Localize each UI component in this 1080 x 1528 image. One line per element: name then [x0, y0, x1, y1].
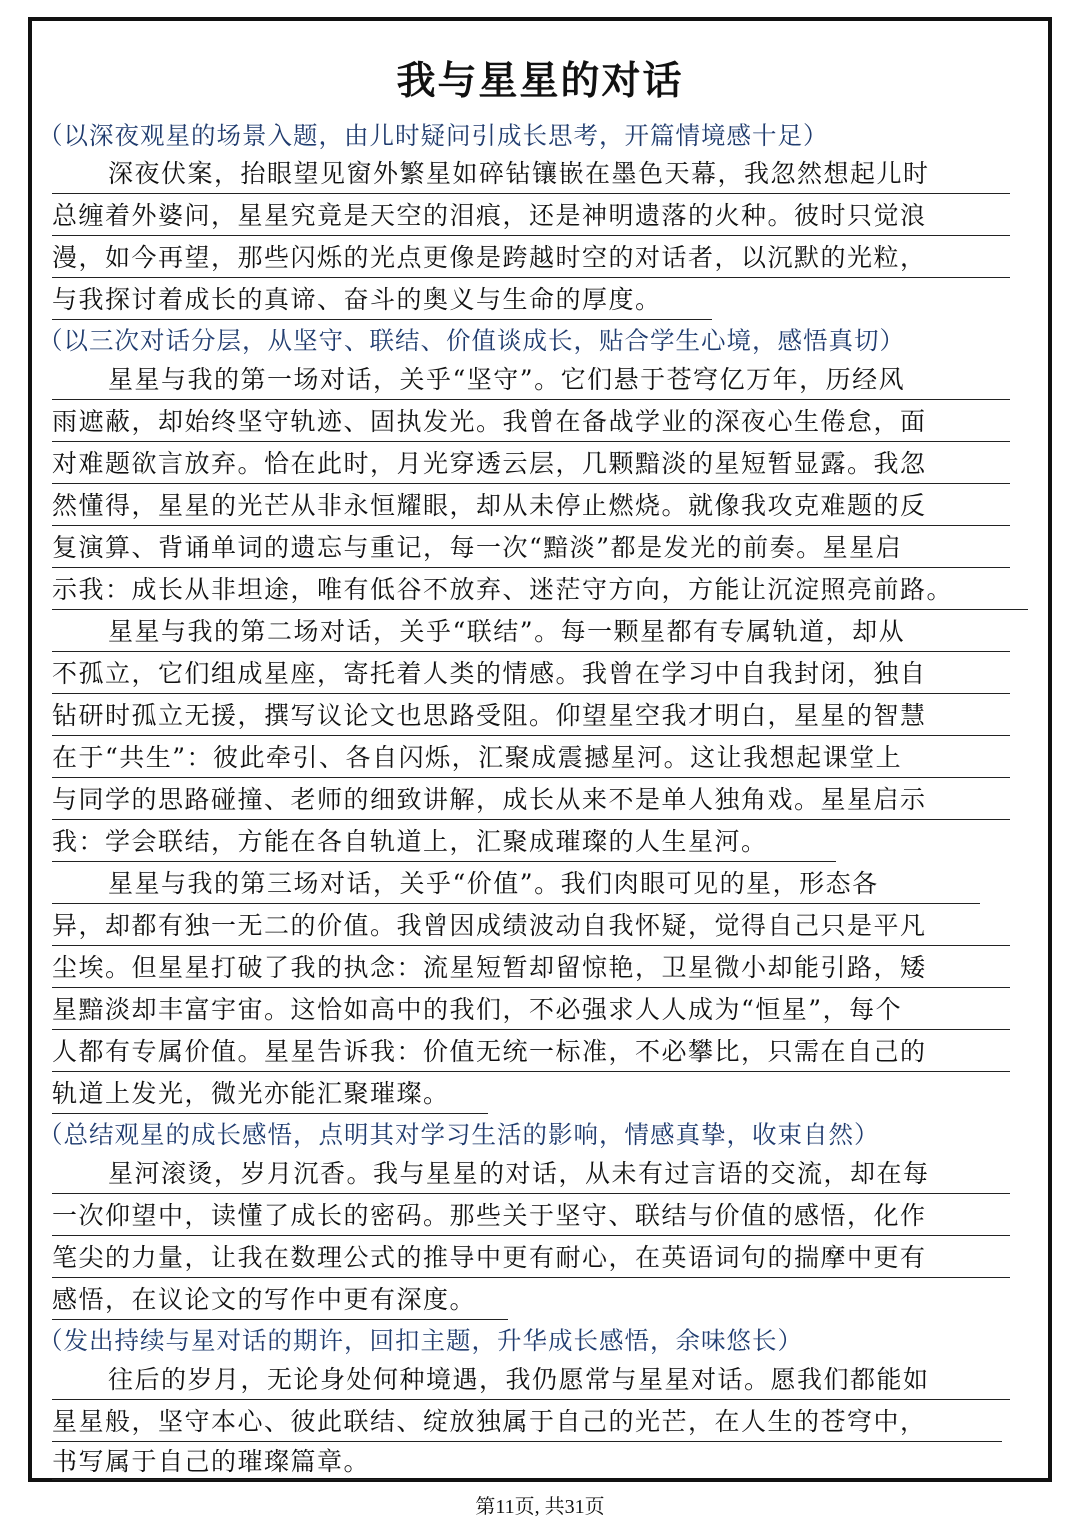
essay-line: 复演算、背诵单词的遗忘与重记，每一次“黯淡”都是发光的前奏。星星启: [52, 530, 1010, 568]
essay-line: 星黯淡却丰富宇宙。这恰如高中的我们，不必强求人人成为“恒星”，每个: [52, 992, 1010, 1030]
essay-line: 轨道上发光，微光亦能汇聚璀璨。: [52, 1076, 488, 1114]
essay-line: 异，却都有独一无二的价值。我曾因成绩波动自我怀疑，觉得自己只是平凡: [52, 908, 1010, 946]
essay-line: 然懂得，星星的光芒从非永恒耀眼，却从未停止燃烧。就像我攻克难题的反: [52, 488, 1010, 526]
essay-line: 示我：成长从非坦途，唯有低谷不放弃、迷茫守方向，方能让沉淀照亮前路。: [52, 572, 1028, 610]
essay-line: 笔尖的力量，让我在数理公式的推导中更有耐心，在英语词句的揣摩中更有: [52, 1240, 1010, 1278]
essay-line: 与我探讨着成长的真谛、奋斗的奥义与生命的厚度。: [52, 282, 712, 320]
page-number: 第11页, 共31页: [475, 1496, 605, 1518]
essay-line: 星星与我的第三场对话，关乎“价值”。我们肉眼可见的星，形态各: [52, 866, 980, 904]
comment-note: （发出持续与星对话的期许，回扣主题，升华成长感悟，余味悠长）: [38, 1326, 803, 1355]
essay-line: 漫，如今再望，那些闪烁的光点更像是跨越时空的对话者，以沉默的光粒，: [52, 240, 1010, 278]
comment-note: （以深夜观星的场景入题，由儿时疑问引成长思考，开篇情境感十足）: [38, 121, 829, 150]
essay-line: 感悟，在议论文的写作中更有深度。: [52, 1282, 508, 1320]
essay-line: 雨遮蔽，却始终坚守轨迹、固执发光。我曾在备战学业的深夜心生倦怠，面: [52, 404, 1010, 442]
essay-line: 钻研时孤立无援，撰写议论文也思路受阻。仰望星空我才明白，星星的智慧: [52, 698, 1010, 736]
essay-line: 总缠着外婆问，星星究竟是天空的泪痕，还是神明遗落的火种。彼时只觉浪: [52, 198, 1010, 236]
essay-line: 星星与我的第二场对话，关乎“联结”。每一颗星都有专属轨道，却从: [52, 614, 1010, 652]
essay-line: 往后的岁月，无论身处何种境遇，我仍愿常与星星对话。愿我们都能如: [52, 1362, 1010, 1400]
essay-line: 对难题欲言放弃。恰在此时，月光穿透云层，几颗黯淡的星短暂显露。我忽: [52, 446, 1010, 484]
essay-line: 一次仰望中，读懂了成长的密码。那些关于坚守、联结与价值的感悟，化作: [52, 1198, 1010, 1236]
essay-line: 星星与我的第一场对话，关乎“坚守”。它们悬于苍穹亿万年，历经风: [52, 362, 1010, 400]
comment-note: （总结观星的成长感悟，点明其对学习生活的影响，情感真挚，收束自然）: [38, 1120, 880, 1149]
essay-line: 星河滚烫，岁月沉香。我与星星的对话，从未有过言语的交流，却在每: [52, 1156, 1010, 1194]
essay-line: 书写属于自己的璀璨篇章。: [52, 1446, 400, 1480]
essay-line: 我：学会联结，方能在各自轨道上，汇聚成璀璨的人生星河。: [52, 824, 836, 862]
essay-title: 我与星星的对话: [396, 58, 684, 104]
essay-line: 星星般，坚守本心、彼此联结、绽放独属于自己的光芒，在人生的苍穹中，: [52, 1404, 1002, 1442]
essay-line: 在于“共生”：彼此牵引、各自闪烁，汇聚成震撼星河。这让我想起课堂上: [52, 740, 1010, 778]
essay-line: 人都有专属价值。星星告诉我：价值无统一标准，不必攀比，只需在自己的: [52, 1034, 1010, 1072]
essay-line: 深夜伏案，抬眼望见窗外繁星如碎钻镶嵌在墨色天幕，我忽然想起儿时: [52, 156, 1010, 194]
comment-note: （以三次对话分层，从坚守、联结、价值谈成长，贴合学生心境，感悟真切）: [38, 326, 905, 355]
essay-line: 不孤立，它们组成星座，寄托着人类的情感。我曾在学习中自我封闭，独自: [52, 656, 1010, 694]
essay-line: 与同学的思路碰撞、老师的细致讲解，成长从来不是单人独角戏。星星启示: [52, 782, 1010, 820]
essay-line: 尘埃。但星星打破了我的执念：流星短暂却留惊艳，卫星微小却能引路，矮: [52, 950, 1010, 988]
